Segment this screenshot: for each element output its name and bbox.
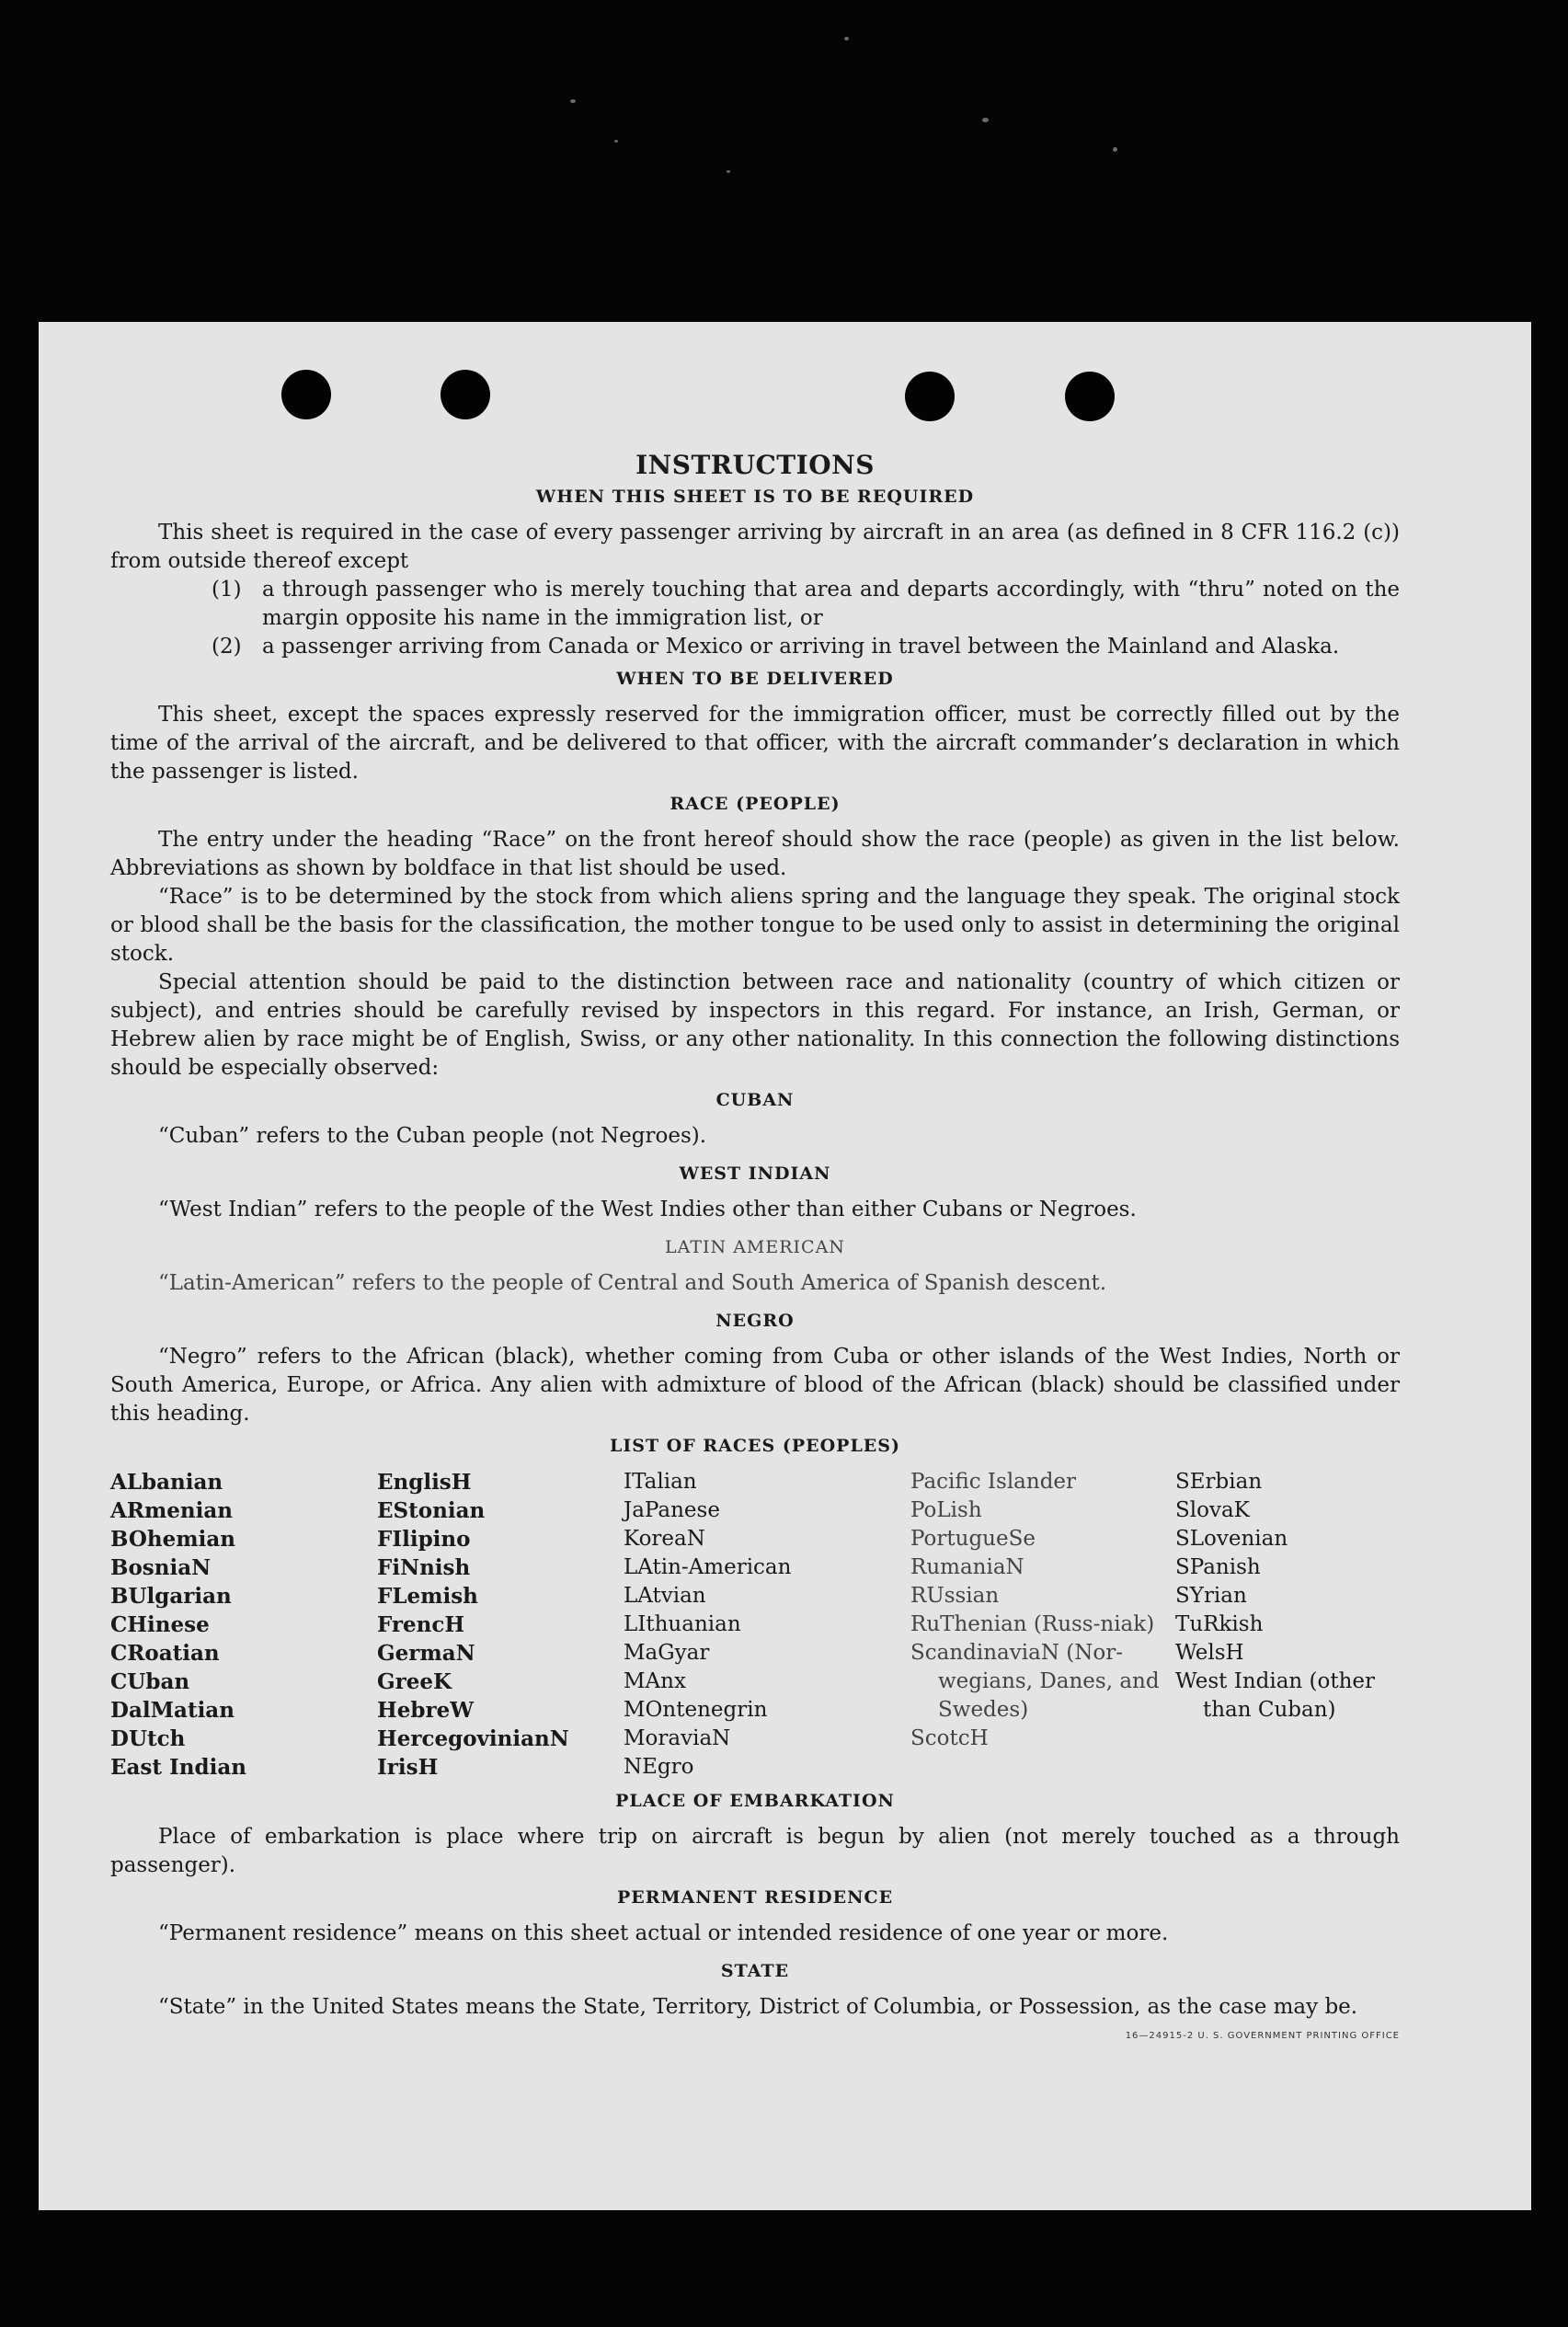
item-text: a passenger arriving from Canada or Mexico or arriving in travel between the Mainland and Alaska.: [262, 635, 1340, 659]
race-entry: ScandinaviaN (Nor-wegians, Danes, and Swedes): [910, 1641, 1160, 1722]
race-entry: SYrian: [1175, 1584, 1247, 1608]
race-entry: LAtvian: [624, 1584, 706, 1608]
film-speck: [1113, 147, 1117, 152]
race-entry: BUlgarian: [110, 1584, 232, 1609]
delivered-text: This sheet, except the spaces expressly reserved for the immigration officer, must be correctly filled out by the time of the arrival of the aircraft, and be delivered to that officer, with the aircraft commander’s declaration in which the passenger is listed.: [110, 703, 1400, 784]
race-entry: East Indian: [110, 1755, 246, 1780]
race-entry: WelsH: [1175, 1641, 1244, 1665]
negro-text: “Negro” refers to the African (black), whether coming from Cuba or other islands of the West Indies, North or South America, Europe, or Africa. Any alien with admixture of blood of the African (black) should be classified under this heading.: [110, 1345, 1400, 1426]
film-speck: [570, 99, 576, 103]
section-heading-race: RACE (PEOPLE): [670, 794, 841, 814]
race-entry: FIlipino: [377, 1527, 471, 1552]
race-entry: KoreaN: [624, 1527, 705, 1551]
punch-hole: [281, 370, 331, 419]
race-entry: CRoatian: [110, 1641, 220, 1666]
west-indian-text: “West Indian” refers to the people of the West Indies other than either Cubans or Negroes.: [158, 1198, 1137, 1221]
film-speck: [844, 37, 849, 40]
section-heading-negro: NEGRO: [715, 1311, 795, 1331]
printer-mark: 16—24915-2 U. S. GOVERNMENT PRINTING OFFICE: [1125, 2031, 1400, 2041]
race-entry: PortugueSe: [910, 1527, 1036, 1551]
race-entry: DUtch: [110, 1726, 186, 1751]
race-entry: LIthuanian: [624, 1612, 741, 1636]
instructions-content: [110, 451, 1400, 2056]
race-entry: GreeK: [377, 1669, 452, 1694]
race-entry: ALbanian: [110, 1470, 223, 1495]
race-entry: TuRkish: [1175, 1612, 1264, 1636]
races-column: [110, 1468, 377, 1782]
item-number: (1): [212, 578, 242, 602]
section-heading-state: STATE: [720, 1961, 790, 1981]
film-speck: [982, 118, 989, 122]
film-speck: [727, 170, 730, 173]
race-entry: RumaniaN: [910, 1555, 1024, 1579]
races-column: [377, 1468, 624, 1782]
race-entry: NEgro: [624, 1755, 694, 1779]
item-number: (2): [212, 635, 242, 659]
footer-row: [110, 2022, 1400, 2056]
race-paragraph: “Race” is to be determined by the stock from which aliens spring and the language they speak. The original stock or blood shall be the basis for the classification, the mother tongue to be used only to assist in determining the original stock.: [110, 885, 1400, 966]
race-entry: RuThenian (Russ-niak): [910, 1612, 1155, 1636]
punch-hole: [441, 370, 490, 419]
race-entry: MoraviaN: [624, 1726, 731, 1750]
required-item: [110, 576, 1400, 633]
race-entry: BOhemian: [110, 1527, 235, 1552]
section-heading-latin-american: LATIN AMERICAN: [665, 1237, 845, 1257]
race-entry: West Indian (other than Cuban): [1175, 1669, 1376, 1722]
race-entry: RUssian: [910, 1584, 1000, 1608]
race-entry: CUban: [110, 1669, 190, 1694]
race-paragraph: The entry under the heading “Race” on the front hereof should show the race (people) as given in the list below. Abbreviations as shown by boldface in that list should be used.: [110, 828, 1400, 880]
race-entry: EStonian: [377, 1498, 486, 1523]
latin-american-text: “Latin-American” refers to the people of Central and South America of Spanish descent.: [158, 1271, 1107, 1295]
section-heading-embarkation: PLACE OF EMBARKATION: [615, 1791, 895, 1811]
required-intro: This sheet is required in the case of every passenger arriving by aircraft in an area (as defined in 8 CFR 116.2 (c)) from outside thereof except: [110, 521, 1400, 573]
section-heading-required: WHEN THIS SHEET IS TO BE REQUIRED: [535, 487, 975, 507]
cuban-text: “Cuban” refers to the Cuban people (not Negroes).: [158, 1124, 707, 1148]
race-entry: Pacific Islander: [910, 1470, 1077, 1494]
race-entry: IrisH: [377, 1755, 439, 1780]
races-column: [1175, 1468, 1400, 1782]
section-heading-west-indian: WEST INDIAN: [679, 1164, 831, 1184]
race-entry: FrencH: [377, 1612, 465, 1637]
instruction-sheet: [39, 322, 1531, 2210]
section-heading-cuban: CUBAN: [715, 1090, 795, 1110]
embarkation-text: Place of embarkation is place where trip on aircraft is begun by alien (not merely touched as a through passenger).: [110, 1825, 1400, 1877]
race-entry: ARmenian: [110, 1498, 234, 1523]
race-entry: HercegovinianN: [377, 1726, 569, 1751]
race-entry: MaGyar: [624, 1641, 710, 1665]
race-entry: FiNnish: [377, 1555, 471, 1580]
section-heading-delivered: WHEN TO BE DELIVERED: [616, 669, 894, 689]
races-column: [624, 1468, 910, 1782]
race-entry: SErbian: [1175, 1470, 1263, 1494]
section-heading-list-of-races: LIST OF RACES (PEOPLES): [610, 1436, 900, 1456]
punch-hole: [1065, 372, 1115, 421]
race-entry: HebreW: [377, 1698, 475, 1723]
race-entry: JaPanese: [624, 1498, 720, 1522]
item-text: a through passenger who is merely touching that area and departs accordingly, with “thru” noted on the margin opposite his name in the immigration list, or: [262, 578, 1400, 630]
race-entry: DalMatian: [110, 1698, 235, 1723]
race-entry: EnglisH: [377, 1470, 472, 1495]
race-entry: BosniaN: [110, 1555, 212, 1580]
residence-text: “Permanent residence” means on this sheet actual or intended residence of one year or more.: [158, 1921, 1169, 1945]
race-entry: ITalian: [624, 1470, 697, 1494]
film-speck: [614, 140, 618, 143]
race-paragraph: Special attention should be paid to the distinction between race and nationality (country of which citizen or subject), and entries should be carefully revised by inspectors in this regard. For instance, an Irish, German, or Hebrew alien by race might be of English, Swiss, or any other nationality. In this connection the following distinctions should be especially observed:: [110, 970, 1400, 1080]
race-entry: SLovenian: [1175, 1527, 1288, 1551]
races-list: [110, 1468, 1400, 1782]
required-item: [110, 633, 1400, 661]
race-entry: SlovaK: [1175, 1498, 1250, 1522]
race-entry: SPanish: [1175, 1555, 1261, 1579]
race-entry: MOntenegrin: [624, 1698, 768, 1722]
race-entry: CHinese: [110, 1612, 210, 1637]
punch-hole: [905, 372, 955, 421]
races-column: [910, 1468, 1175, 1782]
race-entry: ScotcH: [910, 1726, 989, 1750]
race-entry: LAtin-American: [624, 1555, 792, 1579]
page-title: INSTRUCTIONS: [635, 450, 875, 480]
race-entry: PoLish: [910, 1498, 982, 1522]
race-entry: GermaN: [377, 1641, 475, 1666]
state-text: “State” in the United States means the State, Territory, District of Columbia, or Possession, as the case may be.: [158, 1995, 1358, 2019]
race-entry: FLemish: [377, 1584, 478, 1609]
race-entry: MAnx: [624, 1669, 686, 1693]
section-heading-residence: PERMANENT RESIDENCE: [616, 1887, 894, 1908]
